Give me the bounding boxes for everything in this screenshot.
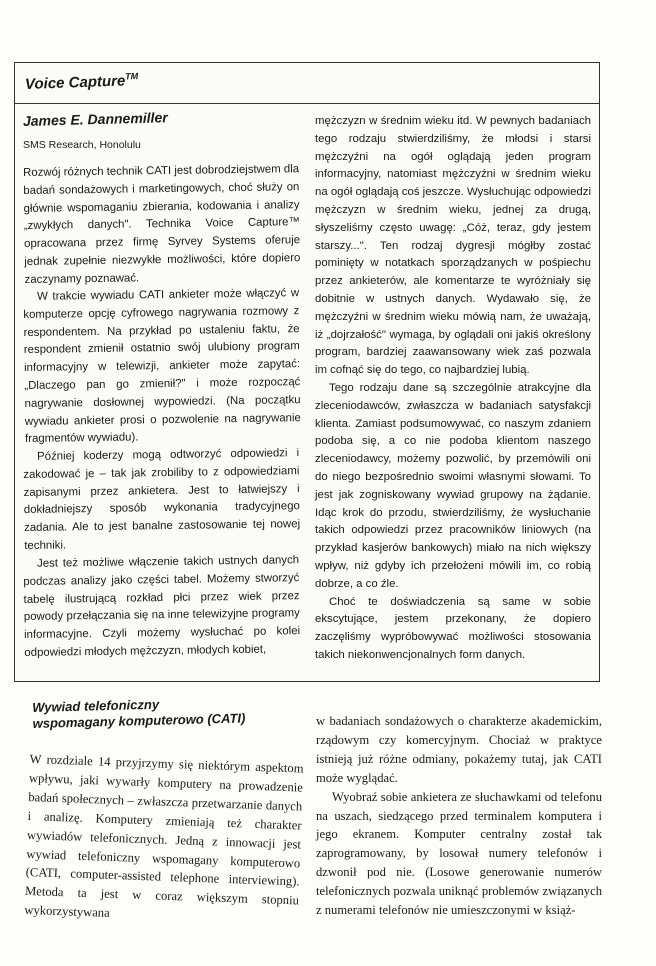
sidebar-header: [15, 63, 599, 104]
sidebar-box: [14, 62, 600, 682]
article-paragraph: w badaniach sondażowych o charakterze akademickim, rządowym czy komercyjnym. Chociaż w praktyce istnieją już różne odmiany, pokażemy tutaj, jak CATI może wyglądać.: [316, 714, 602, 785]
sidebar-paragraph: Choć te doświadczenia są same w sobie ekscytujące, jestem przekonany, że dopiero zaczęliśmy wypróbowywać możliwości stosowania takich niekonwencjonalnych form danych.: [315, 595, 591, 661]
sidebar-left-column: [22, 109, 301, 663]
section-heading: [32, 693, 303, 732]
sidebar-title-text: Voice Capture: [24, 72, 126, 93]
author-affiliation: SMS Research, Honolulu: [23, 138, 141, 151]
article-right-column: [316, 712, 602, 920]
article-paragraph: Wyobraź sobie ankietera ze słuchawkami od telefonu na uszach, siedzącego przed terminalem komputera i jego ekranem. Komputer centralny został tak zaprogramowany, by losował numery telefonów i dzwonił pod nie. (Losowe generowanie numerów telefonicznych pozwala uniknąć problemów związanych z numerami telefonów nie umieszczonymi w książ-: [316, 789, 602, 918]
sidebar-paragraph: Później koderzy mogą odtworzyć odpowiedzi i zakodować je – tak jak zrobiliby to z odpowiedziami zapisanymi przez ankietera. Jest to łatwiejszy i dokładniejszy sposób wykonania tradycyjnego zadania. Ale to jest banalne zastosowanie tej nowej techniki.: [23, 447, 301, 553]
article-left-column: [24, 750, 304, 930]
sidebar-paragraph: Jest też możliwe włączenie takich ustnych danych podczas analizy jako części tabel. Możemy stworzyć tabelę ilustrującą rozkład płci przez wiek przez powody przełączania się na inne telewizyjne programy informacyjne. Czyli możemy wysłuchać po kolei odpowiedzi młodych mężczyzn, młodych kobiet,: [23, 554, 301, 660]
sidebar-paragraph: Rozwój różnych technik CATI jest dobrodziejstwem dla badań sondażowych i marketingowych, choć służy on głównie wspomaganiu zbierania, kodowania i analizy „zwykłych danych". Technika Voice Capture™ opracowana przez firmę Syrvey Systems oferuje jednak zupełnie niezwykłe możliwości, które dopiero zaczynamy poznawać.: [23, 162, 301, 286]
sidebar-paragraph: W trakcie wywiadu CATI ankieter może włączyć w komputerze opcję cyfrowego nagrywania rozmowy z respondentem. Na przykład po ustaleniu faktu, że respondent zmienił ostatnio swój ulubiony program informacyjny w telewizji, ankieter może zapytać: „Dlaczego pan go zmienił?" i może rozpocząć nagrywanie dosłownej wypowiedzi. (Na początku wywiadu ankieter prosi o pozwolenie na nagrywanie fragmentów wywiadu).: [23, 287, 301, 446]
sidebar-right-column: [315, 113, 591, 665]
sidebar-title: [25, 71, 139, 93]
sidebar-paragraph: mężczyzn w średnim wieku itd. W pewnych badaniach tego rodzaju stwierdziliśmy, że młodsi i starsi mężczyźni na ogół oglądają jeden program informacyjny, natomiast mężczyźni w średnim wieku na ogół oglądają coś jeszcze. Wysłuchując odpowiedzi mężczyzn w średnim wieku, jednej za drugą, słyszeliśmy często uwagę: „Cóż, teraz, gdy jestem starszy...". Ten rodzaj dygresji mógłby zostać pominięty w notatkach sporządzanych w pośpiechu przez ankieterów, ale komentarze te wyróżniały się dobitnie w ustnych danych. Wydawało się, że mężczyźni w średnim wieku mówią nam, że uważają, iż „dojrzałość" wymaga, by oglądali oni jakiś określony program, bardziej zaawansowany wiek zaś pozwala im cofnąć się do tego, co najbardziej lubią.: [315, 115, 591, 377]
section-heading-line: wspomagany komputerowo (CATI): [32, 710, 246, 731]
sidebar-paragraph: Tego rodzaju dane są szczególnie atrakcyjne dla zleceniodawców, zwłaszcza w badaniach satysfakcji klienta. Zamiast podsumowywać, co naszym zdaniem podoba się, a co nie podoba klientom naszego zleceniodawcy, możemy pozwolić, by przemówili oni do niego bezpośrednio swoimi własnymi słowami. To jest jak zogniskowany wywiad grupowy na żądanie. Idąc krok do przodu, stwierdziliśmy, że wysłuchanie takich odpowiedzi przez pracowników liniowych (na przykład kasjerów bankowych) miało na nich większy wpływ, niż gdyby ich przełożeni mówili im, co robią dobrze, a co źle.: [315, 381, 591, 590]
author-name: James E. Dannemiller: [22, 109, 168, 129]
article-paragraph: W rozdziale 14 przyjrzymy się niektórym aspektom wpływu, jaki wywarły komputery na prowadzenie badań społecznych – zwłaszcza przetwarzanie danych i analizę. Komputery zmieniają też charakter wywiadów telefonicznych. Jedną z innowacji jest wywiad telefoniczny wspomagany komputerowo (CATI, computer-assisted telephone interviewing). Metoda ta jest w coraz większym stopniu wykorzystywana: [24, 751, 304, 921]
trademark-mark: TM: [124, 71, 139, 82]
section-heading-line: Wywiad telefoniczny: [32, 696, 160, 715]
